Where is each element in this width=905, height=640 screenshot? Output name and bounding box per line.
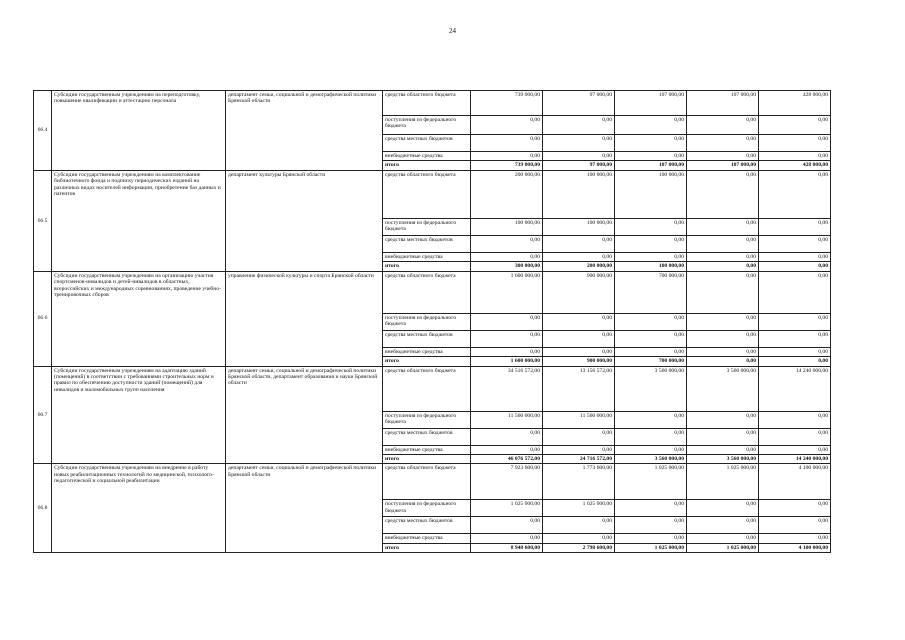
- amount-year: 0,00: [687, 235, 759, 252]
- amount-year: 0,00: [687, 313, 759, 330]
- amount-total: 8 948 600,00: [471, 543, 543, 552]
- amount-total: 11 560 000,00: [471, 411, 543, 428]
- item-number: 66.5: [34, 170, 52, 271]
- item-title: Субсидии государственным учреждениям на комплектование библиотечного фонда и подписку периодических изданий на различных видах носителей информации, приобретение баз данных и патентов: [52, 170, 226, 271]
- funding-source: средства местных бюджетов: [383, 135, 471, 152]
- amount-year: 14 240 000,00: [759, 366, 831, 411]
- item-title: Субсидии государственным учреждениям на внедрение в работу новых реабилитационных технологий по медицинской, психолого-педагогической и социальной реабилитации: [52, 464, 226, 553]
- amount-year: 100 000,00: [615, 170, 687, 218]
- funding-source: поступления из федерального бюджета: [383, 500, 471, 517]
- amount-total: 0,00: [471, 330, 543, 347]
- amount-year: 0,00: [687, 116, 759, 135]
- amount-year: 1 025 000,00: [687, 464, 759, 500]
- amount-year: 0,00: [687, 218, 759, 235]
- amount-year: 0,00: [687, 330, 759, 347]
- amount-year: 0,00: [615, 347, 687, 356]
- amount-year: 13 156 572,00: [543, 366, 615, 411]
- amount-year: 107 000,00: [687, 91, 759, 116]
- amount-total: 739 000,00: [471, 91, 543, 116]
- item-number: 66.8: [34, 464, 52, 553]
- item-executor: департамент семьи, социальной и демографической политики Брянской области: [226, 91, 383, 171]
- amount-year: 0,00: [687, 445, 759, 454]
- amount-year: 0,00: [543, 152, 615, 161]
- funding-source: поступления из федерального бюджета: [383, 411, 471, 428]
- amount-year: 0,00: [615, 411, 687, 428]
- funding-source: средства областного бюджета: [383, 170, 471, 218]
- amount-year: 0,00: [543, 517, 615, 534]
- amount-year: 0,00: [687, 534, 759, 543]
- amount-total: 34 516 572,00: [471, 366, 543, 411]
- amount-total: 0,00: [471, 347, 543, 356]
- amount-total: 0,00: [471, 116, 543, 135]
- amount-year: 0,00: [687, 411, 759, 428]
- amount-year: 0,00: [615, 218, 687, 235]
- amount-year: 0,00: [615, 445, 687, 454]
- amount-year: 0,00: [543, 445, 615, 454]
- amount-year: 0,00: [687, 517, 759, 534]
- amount-year: 24 716 572,00: [543, 454, 615, 463]
- funding-source: внебюджетные средства: [383, 252, 471, 261]
- amount-year: 0,00: [543, 428, 615, 445]
- funding-source: итого: [383, 454, 471, 463]
- amount-year: 1 025 000,00: [687, 543, 759, 552]
- amount-year: 3 560 000,00: [687, 366, 759, 411]
- amount-year: 0,00: [759, 347, 831, 356]
- amount-year: 0,00: [687, 170, 759, 218]
- amount-year: 0,00: [687, 347, 759, 356]
- table-row: [34, 271, 831, 313]
- amount-year: 0,00: [759, 252, 831, 261]
- amount-year: 0,00: [543, 135, 615, 152]
- amount-total: 739 000,00: [471, 161, 543, 170]
- funding-source: внебюджетные средства: [383, 445, 471, 454]
- amount-total: 0,00: [471, 313, 543, 330]
- amount-year: 0,00: [615, 235, 687, 252]
- amount-year: 3 560 000,00: [615, 454, 687, 463]
- amount-year: 0,00: [687, 500, 759, 517]
- amount-year: 0,00: [615, 152, 687, 161]
- amount-year: 0,00: [759, 313, 831, 330]
- amount-year: 97 000,00: [543, 91, 615, 116]
- funding-source: внебюджетные средства: [383, 152, 471, 161]
- funding-source: средства местных бюджетов: [383, 330, 471, 347]
- item-executor: департамент семьи, социальной и демографической политики Брянской области: [226, 464, 383, 553]
- amount-total: 0,00: [471, 517, 543, 534]
- amount-year: 200 000,00: [543, 262, 615, 271]
- amount-year: 0,00: [615, 313, 687, 330]
- amount-year: 14 240 000,00: [759, 454, 831, 463]
- amount-total: 0,00: [471, 235, 543, 252]
- amount-year: 97 000,00: [543, 161, 615, 170]
- amount-total: 0,00: [471, 252, 543, 261]
- amount-total: 0,00: [471, 135, 543, 152]
- table-row: [34, 366, 831, 411]
- amount-year: 0,00: [543, 116, 615, 135]
- amount-total: 300 000,00: [471, 262, 543, 271]
- amount-year: 0,00: [759, 235, 831, 252]
- item-executor: департамент семьи, социальной и демографической политики Брянской области, департамент образования и науки Брянской области: [226, 366, 383, 464]
- amount-year: 0,00: [615, 500, 687, 517]
- item-executor: департамент культуры Брянской области: [226, 170, 383, 271]
- amount-year: 0,00: [759, 170, 831, 218]
- amount-year: 0,00: [615, 517, 687, 534]
- funding-source: поступления из федерального бюджета: [383, 313, 471, 330]
- amount-year: 0,00: [543, 235, 615, 252]
- amount-year: 0,00: [543, 313, 615, 330]
- amount-year: 0,00: [615, 428, 687, 445]
- amount-year: 107 000,00: [615, 91, 687, 116]
- amount-year: 0,00: [615, 534, 687, 543]
- funding-source: итого: [383, 161, 471, 170]
- amount-year: 0,00: [759, 500, 831, 517]
- funding-source: средства местных бюджетов: [383, 428, 471, 445]
- amount-year: 3 560 000,00: [615, 366, 687, 411]
- amount-year: 0,00: [687, 262, 759, 271]
- amount-year: 0,00: [759, 262, 831, 271]
- item-number: 66.6: [34, 271, 52, 366]
- funding-source: средства областного бюджета: [383, 366, 471, 411]
- amount-year: 107 000,00: [687, 161, 759, 170]
- amount-year: 0,00: [759, 428, 831, 445]
- amount-year: 428 000,00: [759, 91, 831, 116]
- amount-year: 0,00: [759, 152, 831, 161]
- amount-year: 0,00: [759, 357, 831, 366]
- table-row: [34, 170, 831, 218]
- budget-table: [33, 90, 831, 553]
- amount-year: 1 025 000,00: [543, 500, 615, 517]
- amount-year: 11 560 000,00: [543, 411, 615, 428]
- amount-total: 1 025 000,00: [471, 500, 543, 517]
- funding-source: поступления из федерального бюджета: [383, 116, 471, 135]
- funding-source: средства областного бюджета: [383, 91, 471, 116]
- funding-source: средства местных бюджетов: [383, 235, 471, 252]
- amount-year: 0,00: [687, 428, 759, 445]
- amount-year: 107 000,00: [615, 161, 687, 170]
- amount-year: 0,00: [759, 330, 831, 347]
- amount-year: 0,00: [759, 116, 831, 135]
- amount-year: 0,00: [759, 135, 831, 152]
- amount-year: 0,00: [687, 271, 759, 313]
- amount-year: 100 000,00: [543, 218, 615, 235]
- amount-year: 0,00: [615, 135, 687, 152]
- amount-year: 900 000,00: [543, 357, 615, 366]
- amount-year: 0,00: [759, 218, 831, 235]
- amount-year: 4 100 000,00: [759, 464, 831, 500]
- amount-year: 0,00: [687, 135, 759, 152]
- amount-total: 100 000,00: [471, 218, 543, 235]
- amount-total: 1 600 000,00: [471, 357, 543, 366]
- amount-year: 0,00: [687, 357, 759, 366]
- amount-year: 0,00: [615, 330, 687, 347]
- amount-year: 428 000,00: [759, 161, 831, 170]
- funding-source: итого: [383, 357, 471, 366]
- amount-total: 7 923 600,00: [471, 464, 543, 500]
- funding-source: средства областного бюджета: [383, 271, 471, 313]
- page-number: 24: [449, 27, 456, 35]
- amount-total: 200 000,00: [471, 170, 543, 218]
- item-executor: управление физической культуры и спорта Брянской области: [226, 271, 383, 366]
- amount-year: 1 025 000,00: [615, 464, 687, 500]
- amount-year: 0,00: [615, 116, 687, 135]
- funding-source: итого: [383, 262, 471, 271]
- amount-year: 2 798 600,00: [543, 543, 615, 552]
- amount-year: 0,00: [759, 517, 831, 534]
- funding-source: внебюджетные средства: [383, 534, 471, 543]
- amount-year: 1 773 600,00: [543, 464, 615, 500]
- amount-year: 900 000,00: [543, 271, 615, 313]
- amount-year: 0,00: [543, 330, 615, 347]
- item-title: Субсидии государственным учреждениям на организацию участия спортсменов-инвалидов и детей-инвалидов в областных, всероссийских и международных соревнованиях, проведение учебно-тренировочных сборов: [52, 271, 226, 366]
- amount-year: 0,00: [687, 152, 759, 161]
- amount-year: 0,00: [759, 411, 831, 428]
- amount-year: 100 000,00: [615, 262, 687, 271]
- table-row: [34, 464, 831, 500]
- amount-year: 700 000,00: [615, 357, 687, 366]
- amount-year: 4 100 000,00: [759, 543, 831, 552]
- amount-year: 0,00: [759, 534, 831, 543]
- funding-source: итого: [383, 543, 471, 552]
- amount-year: 1 025 000,00: [615, 543, 687, 552]
- amount-year: 100 000,00: [543, 170, 615, 218]
- funding-source: средства местных бюджетов: [383, 517, 471, 534]
- amount-year: 700 000,00: [615, 271, 687, 313]
- funding-source: поступления из федерального бюджета: [383, 218, 471, 235]
- item-title: Субсидии государственным учреждениям на адаптацию зданий (помещений) в соответствии с требованиями строительных норм и правил по обеспечению доступности зданий (помещений) для инвалидов и маломобильных групп населения: [52, 366, 226, 464]
- amount-total: 0,00: [471, 428, 543, 445]
- amount-total: 46 076 572,00: [471, 454, 543, 463]
- amount-year: 0,00: [687, 252, 759, 261]
- amount-year: 0,00: [543, 347, 615, 356]
- funding-source: средства областного бюджета: [383, 464, 471, 500]
- amount-year: 0,00: [759, 445, 831, 454]
- item-title: Субсидии государственным учреждениям на переподготовку, повышение квалификации и аттестацию персонала: [52, 91, 226, 171]
- item-number: 66.4: [34, 91, 52, 171]
- amount-year: 0,00: [543, 252, 615, 261]
- amount-year: 0,00: [543, 534, 615, 543]
- amount-year: 0,00: [759, 271, 831, 313]
- table-row: [34, 91, 831, 116]
- amount-total: 1 600 000,00: [471, 271, 543, 313]
- amount-total: 0,00: [471, 534, 543, 543]
- amount-year: 3 560 000,00: [687, 454, 759, 463]
- item-number: 66.7: [34, 366, 52, 464]
- funding-source: внебюджетные средства: [383, 347, 471, 356]
- amount-year: 0,00: [615, 252, 687, 261]
- amount-total: 0,00: [471, 445, 543, 454]
- amount-total: 0,00: [471, 152, 543, 161]
